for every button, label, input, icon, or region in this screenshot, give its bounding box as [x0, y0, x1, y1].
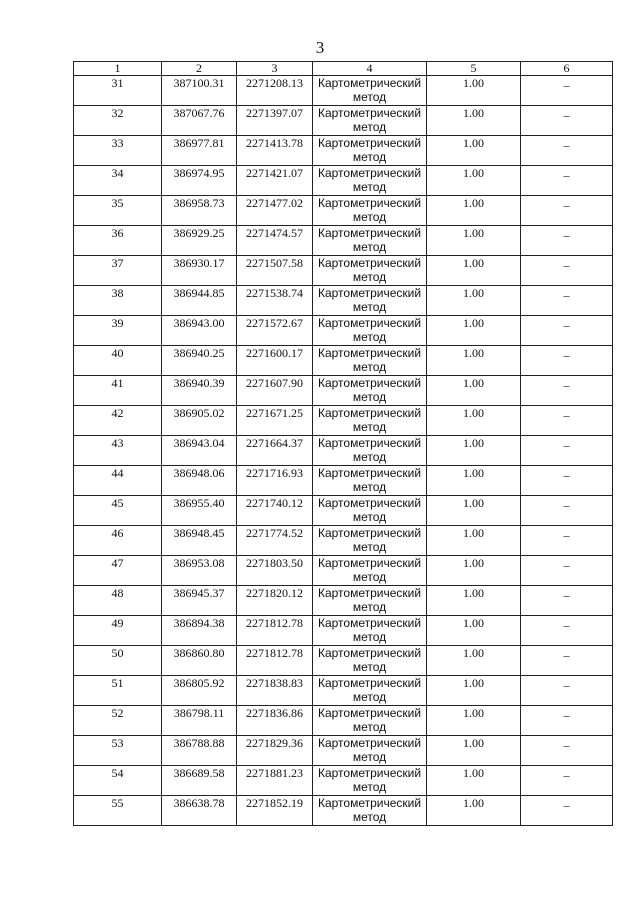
y-coordinate-cell: 2271607.90	[237, 376, 313, 406]
note-cell: –	[521, 466, 613, 496]
x-coordinate-cell: 386689.58	[162, 766, 237, 796]
point-number-cell: 48	[74, 586, 162, 616]
x-coordinate-cell: 386940.25	[162, 346, 237, 376]
point-number-cell: 47	[74, 556, 162, 586]
accuracy-cell: 1.00	[427, 796, 521, 826]
point-number-cell: 40	[74, 346, 162, 376]
point-number-cell: 55	[74, 796, 162, 826]
y-coordinate-cell: 2271507.58	[237, 256, 313, 286]
note-cell: –	[521, 376, 613, 406]
method-cell: Картометрический метод	[313, 526, 427, 556]
accuracy-cell: 1.00	[427, 376, 521, 406]
y-coordinate-cell: 2271836.86	[237, 706, 313, 736]
note-cell: –	[521, 436, 613, 466]
y-coordinate-cell: 2271538.74	[237, 286, 313, 316]
x-coordinate-cell: 386930.17	[162, 256, 237, 286]
method-cell: Картометрический метод	[313, 76, 427, 106]
point-number-cell: 34	[74, 166, 162, 196]
y-coordinate-cell: 2271671.25	[237, 406, 313, 436]
y-coordinate-cell: 2271774.52	[237, 526, 313, 556]
table-row	[74, 406, 613, 436]
table-row	[74, 496, 613, 526]
x-coordinate-cell: 386638.78	[162, 796, 237, 826]
y-coordinate-cell: 2271208.13	[237, 76, 313, 106]
method-cell: Картометрический метод	[313, 616, 427, 646]
y-coordinate-cell: 2271812.78	[237, 616, 313, 646]
table-row	[74, 226, 613, 256]
point-number-cell: 42	[74, 406, 162, 436]
accuracy-cell: 1.00	[427, 316, 521, 346]
method-cell: Картометрический метод	[313, 796, 427, 826]
point-number-cell: 35	[74, 196, 162, 226]
note-cell: –	[521, 496, 613, 526]
method-cell: Картометрический метод	[313, 466, 427, 496]
note-cell: –	[521, 766, 613, 796]
point-number-cell: 37	[74, 256, 162, 286]
x-coordinate-cell: 386953.08	[162, 556, 237, 586]
method-cell: Картометрический метод	[313, 136, 427, 166]
x-coordinate-cell: 386977.81	[162, 136, 237, 166]
table-row	[74, 286, 613, 316]
x-coordinate-cell: 386944.85	[162, 286, 237, 316]
point-number-cell: 38	[74, 286, 162, 316]
method-cell: Картометрический метод	[313, 406, 427, 436]
x-coordinate-cell: 386955.40	[162, 496, 237, 526]
x-coordinate-cell: 386943.00	[162, 316, 237, 346]
accuracy-cell: 1.00	[427, 136, 521, 166]
note-cell: –	[521, 676, 613, 706]
table-row	[74, 616, 613, 646]
table-row	[74, 316, 613, 346]
note-cell: –	[521, 286, 613, 316]
x-coordinate-cell: 386894.38	[162, 616, 237, 646]
y-coordinate-cell: 2271397.07	[237, 106, 313, 136]
method-cell: Картометрический метод	[313, 106, 427, 136]
accuracy-cell: 1.00	[427, 256, 521, 286]
note-cell: –	[521, 706, 613, 736]
method-cell: Картометрический метод	[313, 676, 427, 706]
note-cell: –	[521, 796, 613, 826]
note-cell: –	[521, 406, 613, 436]
note-cell: –	[521, 616, 613, 646]
point-number-cell: 45	[74, 496, 162, 526]
note-cell: –	[521, 106, 613, 136]
table-row	[74, 136, 613, 166]
y-coordinate-cell: 2271838.83	[237, 676, 313, 706]
table-row	[74, 586, 613, 616]
point-number-cell: 52	[74, 706, 162, 736]
accuracy-cell: 1.00	[427, 286, 521, 316]
table-row	[74, 796, 613, 826]
note-cell: –	[521, 226, 613, 256]
table-row	[74, 766, 613, 796]
y-coordinate-cell: 2271881.23	[237, 766, 313, 796]
note-cell: –	[521, 256, 613, 286]
column-header-6: 6	[521, 62, 613, 76]
y-coordinate-cell: 2271600.17	[237, 346, 313, 376]
table-row	[74, 256, 613, 286]
point-number-cell: 49	[74, 616, 162, 646]
note-cell: –	[521, 646, 613, 676]
y-coordinate-cell: 2271829.36	[237, 736, 313, 766]
y-coordinate-cell: 2271716.93	[237, 466, 313, 496]
table-row	[74, 76, 613, 106]
note-cell: –	[521, 736, 613, 766]
page-number: 3	[315, 38, 325, 57]
table-row	[74, 166, 613, 196]
method-cell: Картометрический метод	[313, 316, 427, 346]
accuracy-cell: 1.00	[427, 496, 521, 526]
x-coordinate-cell: 386974.95	[162, 166, 237, 196]
method-cell: Картометрический метод	[313, 256, 427, 286]
method-cell: Картометрический метод	[313, 646, 427, 676]
point-number-cell: 51	[74, 676, 162, 706]
table-header-row	[74, 62, 613, 76]
x-coordinate-cell: 386905.02	[162, 406, 237, 436]
table-row	[74, 676, 613, 706]
point-number-cell: 31	[74, 76, 162, 106]
column-header-3: 3	[237, 62, 313, 76]
column-header-4: 4	[313, 62, 427, 76]
method-cell: Картометрический метод	[313, 286, 427, 316]
method-cell: Картометрический метод	[313, 226, 427, 256]
accuracy-cell: 1.00	[427, 166, 521, 196]
note-cell: –	[521, 556, 613, 586]
x-coordinate-cell: 386948.45	[162, 526, 237, 556]
x-coordinate-cell: 386943.04	[162, 436, 237, 466]
table-row	[74, 346, 613, 376]
table-row	[74, 556, 613, 586]
x-coordinate-cell: 386948.06	[162, 466, 237, 496]
x-coordinate-cell: 387100.31	[162, 76, 237, 106]
method-cell: Картометрический метод	[313, 736, 427, 766]
point-number-cell: 36	[74, 226, 162, 256]
accuracy-cell: 1.00	[427, 646, 521, 676]
method-cell: Картометрический метод	[313, 706, 427, 736]
table-row	[74, 646, 613, 676]
column-header-2: 2	[162, 62, 237, 76]
note-cell: –	[521, 76, 613, 106]
x-coordinate-cell: 386929.25	[162, 226, 237, 256]
table-body	[74, 76, 613, 826]
accuracy-cell: 1.00	[427, 106, 521, 136]
x-coordinate-cell: 386940.39	[162, 376, 237, 406]
x-coordinate-cell: 386860.80	[162, 646, 237, 676]
point-number-cell: 33	[74, 136, 162, 166]
accuracy-cell: 1.00	[427, 76, 521, 106]
column-header-5: 5	[427, 62, 521, 76]
note-cell: –	[521, 196, 613, 226]
accuracy-cell: 1.00	[427, 556, 521, 586]
column-header-1: 1	[74, 62, 162, 76]
y-coordinate-cell: 2271820.12	[237, 586, 313, 616]
method-cell: Картометрический метод	[313, 376, 427, 406]
accuracy-cell: 1.00	[427, 586, 521, 616]
point-number-cell: 53	[74, 736, 162, 766]
method-cell: Картометрический метод	[313, 436, 427, 466]
accuracy-cell: 1.00	[427, 526, 521, 556]
point-number-cell: 41	[74, 376, 162, 406]
y-coordinate-cell: 2271803.50	[237, 556, 313, 586]
y-coordinate-cell: 2271477.02	[237, 196, 313, 226]
y-coordinate-cell: 2271664.37	[237, 436, 313, 466]
point-number-cell: 32	[74, 106, 162, 136]
method-cell: Картометрический метод	[313, 346, 427, 376]
accuracy-cell: 1.00	[427, 346, 521, 376]
accuracy-cell: 1.00	[427, 196, 521, 226]
y-coordinate-cell: 2271413.78	[237, 136, 313, 166]
accuracy-cell: 1.00	[427, 466, 521, 496]
table-row	[74, 436, 613, 466]
table-row	[74, 466, 613, 496]
accuracy-cell: 1.00	[427, 616, 521, 646]
accuracy-cell: 1.00	[427, 226, 521, 256]
coordinates-table	[73, 61, 613, 826]
y-coordinate-cell: 2271740.12	[237, 496, 313, 526]
point-number-cell: 39	[74, 316, 162, 346]
y-coordinate-cell: 2271852.19	[237, 796, 313, 826]
point-number-cell: 43	[74, 436, 162, 466]
accuracy-cell: 1.00	[427, 766, 521, 796]
point-number-cell: 54	[74, 766, 162, 796]
x-coordinate-cell: 386958.73	[162, 196, 237, 226]
accuracy-cell: 1.00	[427, 736, 521, 766]
x-coordinate-cell: 386805.92	[162, 676, 237, 706]
y-coordinate-cell: 2271812.78	[237, 646, 313, 676]
x-coordinate-cell: 386798.11	[162, 706, 237, 736]
accuracy-cell: 1.00	[427, 706, 521, 736]
note-cell: –	[521, 586, 613, 616]
note-cell: –	[521, 166, 613, 196]
note-cell: –	[521, 316, 613, 346]
y-coordinate-cell: 2271474.57	[237, 226, 313, 256]
table-row	[74, 706, 613, 736]
method-cell: Картометрический метод	[313, 496, 427, 526]
note-cell: –	[521, 346, 613, 376]
method-cell: Картометрический метод	[313, 166, 427, 196]
method-cell: Картометрический метод	[313, 196, 427, 226]
table-row	[74, 736, 613, 766]
table-row	[74, 106, 613, 136]
point-number-cell: 46	[74, 526, 162, 556]
point-number-cell: 44	[74, 466, 162, 496]
x-coordinate-cell: 386788.88	[162, 736, 237, 766]
table-row	[74, 526, 613, 556]
x-coordinate-cell: 386945.37	[162, 586, 237, 616]
note-cell: –	[521, 526, 613, 556]
table-row	[74, 376, 613, 406]
method-cell: Картометрический метод	[313, 586, 427, 616]
table-row	[74, 196, 613, 226]
accuracy-cell: 1.00	[427, 676, 521, 706]
accuracy-cell: 1.00	[427, 436, 521, 466]
note-cell: –	[521, 136, 613, 166]
y-coordinate-cell: 2271421.07	[237, 166, 313, 196]
y-coordinate-cell: 2271572.67	[237, 316, 313, 346]
method-cell: Картометрический метод	[313, 556, 427, 586]
method-cell: Картометрический метод	[313, 766, 427, 796]
x-coordinate-cell: 387067.76	[162, 106, 237, 136]
point-number-cell: 50	[74, 646, 162, 676]
accuracy-cell: 1.00	[427, 406, 521, 436]
